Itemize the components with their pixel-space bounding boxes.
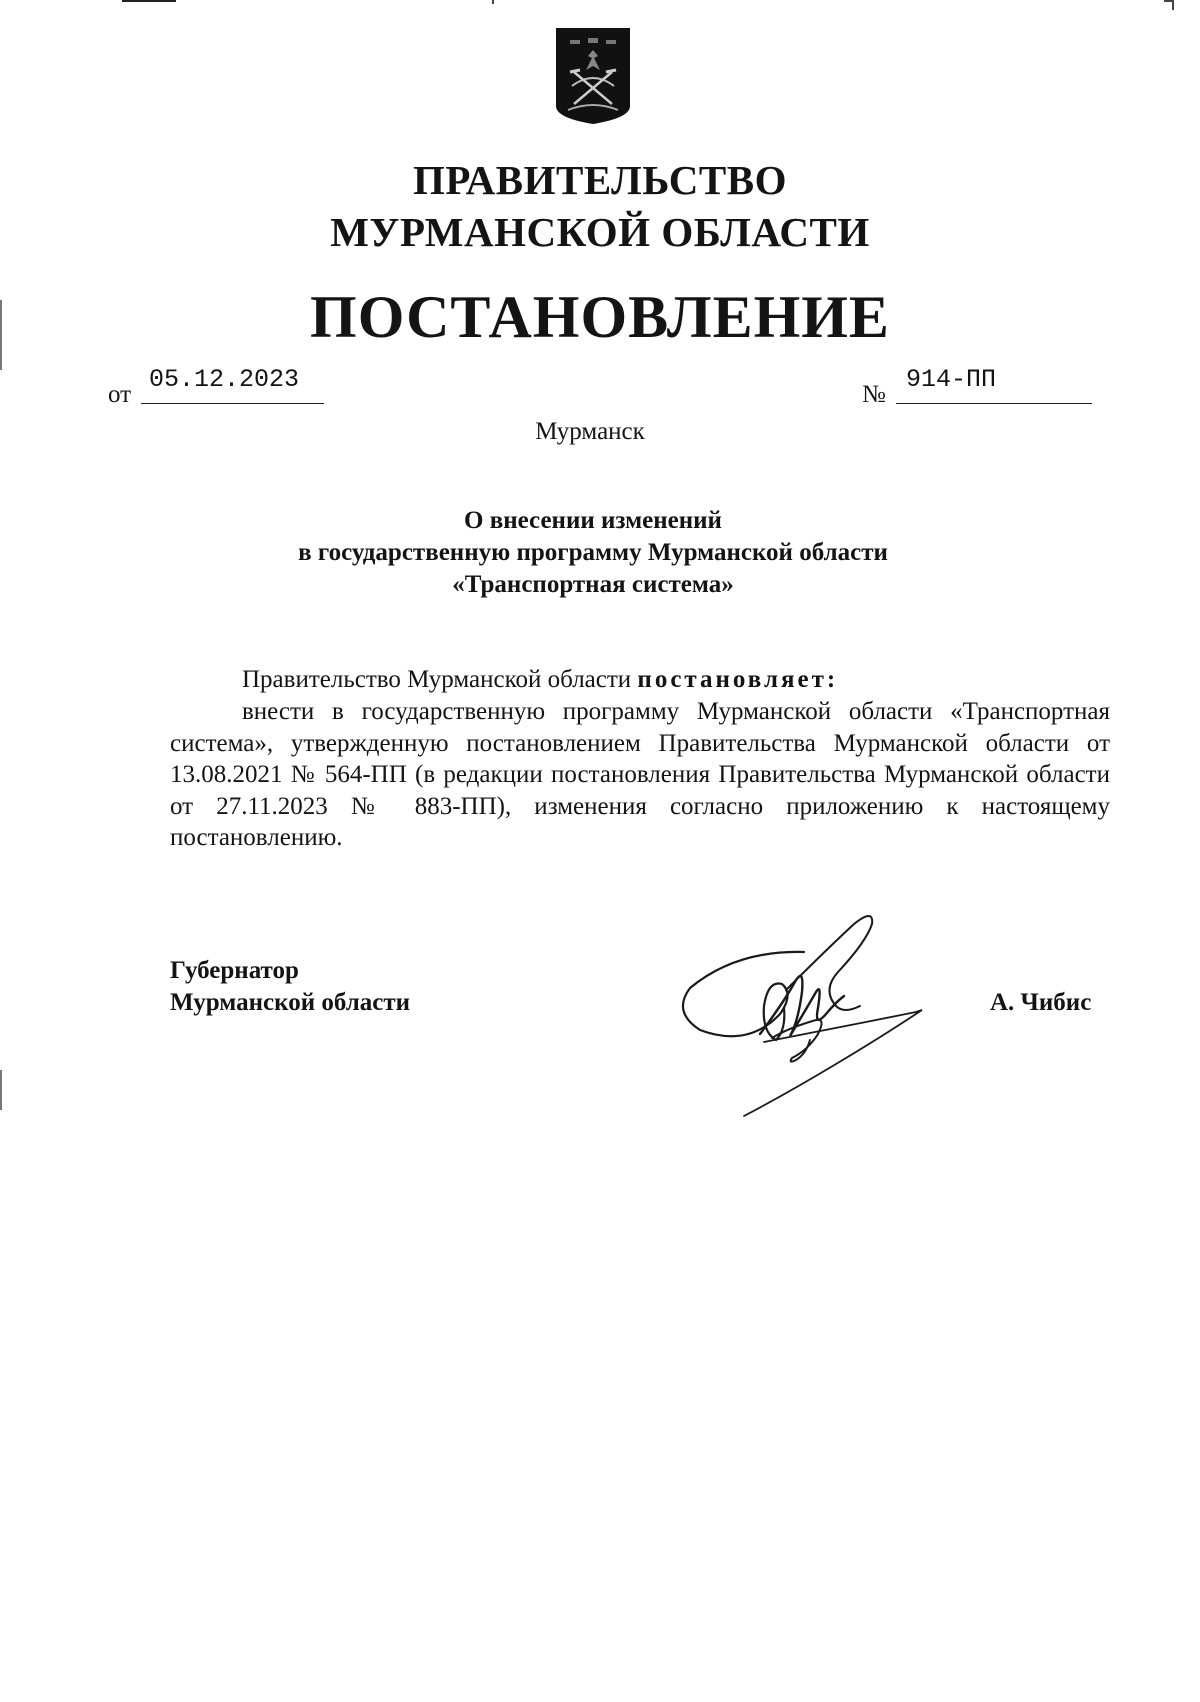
scan-artifact [1164,0,1174,10]
subject-line: О внесении изменений [464,507,722,534]
intro-text: Правительство Мурманской области [242,666,632,693]
government-title [0,154,1200,258]
number-prefix: № [862,381,886,408]
intro-emphasis: постановляет: [637,666,839,693]
coat-of-arms-icon [554,26,632,126]
subject-line: в государственную программу Мурманской области [298,539,888,566]
document-type-heading: ПОСТАНОВЛЕНИЕ [310,284,890,350]
scan-artifact [492,0,494,4]
signer-position-line: Мурманской области [170,989,411,1016]
body-paragraph-text: внести в государственную программу Мурманской области «Транспортная система», утвержденную постановлением Правительства Мурманской области от 13.08.2021 № 564-ПП (в редакции постановления Правительства Мурманской области от 27.11.2023 № 883-ПП), изменения согласно приложению к настоящему постановлению. [170,698,1110,851]
signer-name: А. Чибис [990,989,1092,1016]
signer-position [170,955,410,1019]
scan-artifact [122,0,176,2]
body-paragraph [170,696,1110,854]
document-subject [0,505,1186,601]
handwritten-signature-icon [676,910,946,1120]
intro-line [170,664,1182,696]
city-name: Мурманск [535,418,645,445]
government-title-line: ПРАВИТЕЛЬСТВО [412,157,788,203]
date-value: 05.12.2023 [141,363,324,404]
date-prefix: от [108,381,132,408]
document-number-value: 914-ПП [896,363,1092,404]
scan-edge-artifact [0,1070,2,1110]
government-title-line: МУРМАНСКОЙ ОБЛАСТИ [330,209,870,255]
signer-position-line: Губернатор [170,957,299,984]
subject-line: «Транспортная система» [452,571,734,598]
